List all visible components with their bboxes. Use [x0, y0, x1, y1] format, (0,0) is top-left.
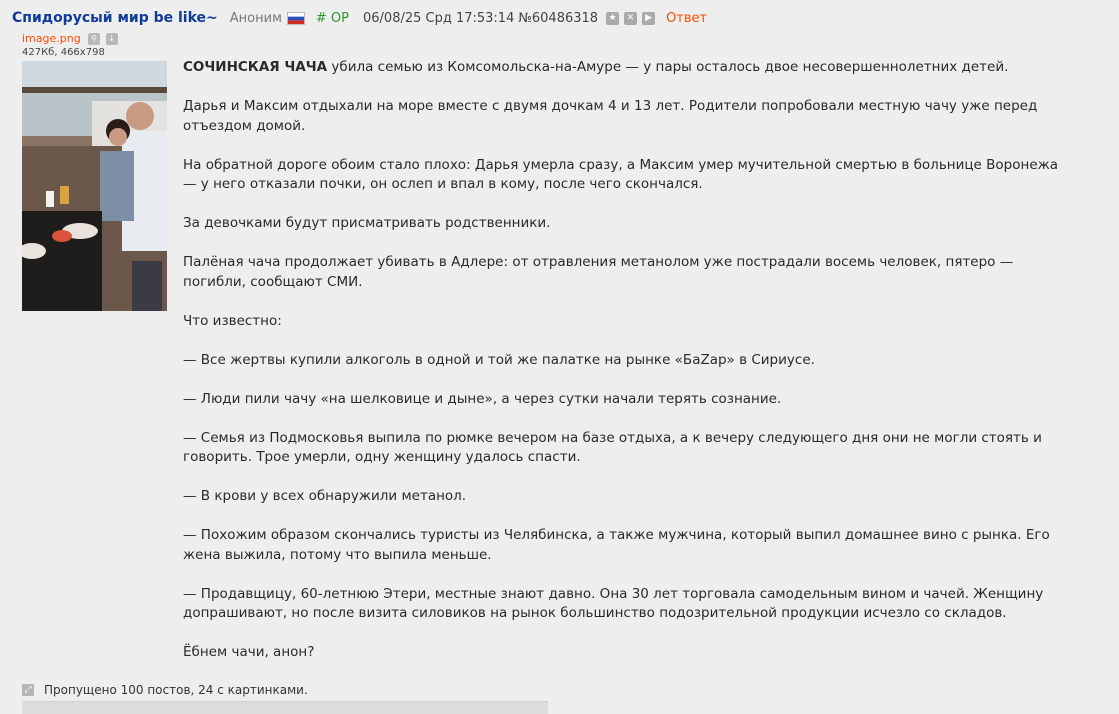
omitted-posts-text: Пропущено 100 постов, 24 с картинками. — [44, 683, 308, 697]
play-icon[interactable]: ▶ — [642, 12, 655, 25]
post-datetime: 06/08/25 Срд 17:53:14 — [363, 10, 515, 26]
post-author: Аноним — [229, 10, 282, 26]
reply-link[interactable]: Ответ — [666, 10, 708, 26]
post-image-thumbnail[interactable] — [22, 61, 167, 311]
post-number[interactable]: №60486318 — [518, 10, 599, 26]
lead-bold: СОЧИНСКАЯ ЧАЧА — [183, 59, 328, 75]
post-paragraph: — В крови у всех обнаружили метанол. — [183, 488, 467, 504]
op-tag: # OP — [315, 10, 349, 26]
post-paragraph: — Семья из Подмосковья выпила по рюмке вечером на базе отдыха, а к вечеру следующего дня они не могли стоять и говорить. Трое умерли, одну женщину удалось спасти. — [183, 429, 1042, 465]
post-paragraph: Что известно: — [183, 312, 282, 329]
post-paragraph: — Все жертвы купили алкоголь в одной и той же палатке на рынке «БаZар» в Сириусе. — [183, 351, 815, 368]
post-paragraph: За девочками будут присматривать родственники. — [183, 215, 551, 231]
file-info — [22, 32, 120, 60]
star-icon[interactable]: ★ — [606, 12, 619, 25]
download-icon[interactable]: ↓ — [106, 33, 118, 45]
flag-russia-icon — [288, 13, 304, 24]
post-paragraph: Дарья и Максим отдыхали на море вместе с двумя дочкам 4 и 13 лет. Родители попробовали местную чачу уже перед отъездом домой. — [183, 98, 1038, 134]
search-icon[interactable]: ⚲ — [88, 33, 100, 45]
post-paragraph: Ёбнем чачи, анон? — [183, 644, 315, 660]
omitted-posts-notice[interactable] — [22, 683, 308, 697]
post-paragraph: — Люди пили чачу «на шелковице и дыне», а через сутки начали терять сознание. — [183, 390, 782, 407]
post-paragraph: На обратной дороге обоим стало плохо: Дарья умерла сразу, а Максим умер мучительной смертью в больнице Воронежа — у него отказали почки, он ослеп и впал в кому, после чего скончался. — [183, 156, 1059, 192]
post-body — [183, 58, 1073, 682]
file-meta: 427Кб, 466x798 — [22, 47, 105, 58]
hide-icon[interactable]: ✕ — [624, 12, 637, 25]
thumbnail-photo — [22, 61, 167, 311]
file-name-link[interactable]: image.png — [22, 32, 81, 45]
post-paragraph: — Похожим образом скончались туристы из Челябинска, а также мужчина, который выпил домашнее вино с рынка. Его жена выжила, потому что выпила меньше. — [183, 527, 1050, 563]
post-paragraph — [183, 58, 1073, 78]
next-post-edge — [22, 701, 548, 714]
post-header — [12, 8, 1109, 28]
expand-icon[interactable]: ⤢ — [22, 684, 34, 696]
lead-text: убила семью из Комсомольска-на-Амуре — у пары осталось двое несовершеннолетних детей. — [327, 59, 1009, 75]
post-paragraph: — Продавщицу, 60-летнюю Этери, местные знают давно. Она 30 лет торговала самодельным вином и чачей. Женщину допрашивают, но после визита силовиков на рынок большинство подозрительной продукции исчезло со складов. — [183, 585, 1044, 621]
post-paragraph: Палёная чача продолжает убивать в Адлере: от отравления метанолом уже пострадали восемь человек, пятеро — погибли, сообщают СМИ. — [183, 254, 1014, 290]
post-subject: Спидорусый мир be like~ — [12, 10, 218, 26]
